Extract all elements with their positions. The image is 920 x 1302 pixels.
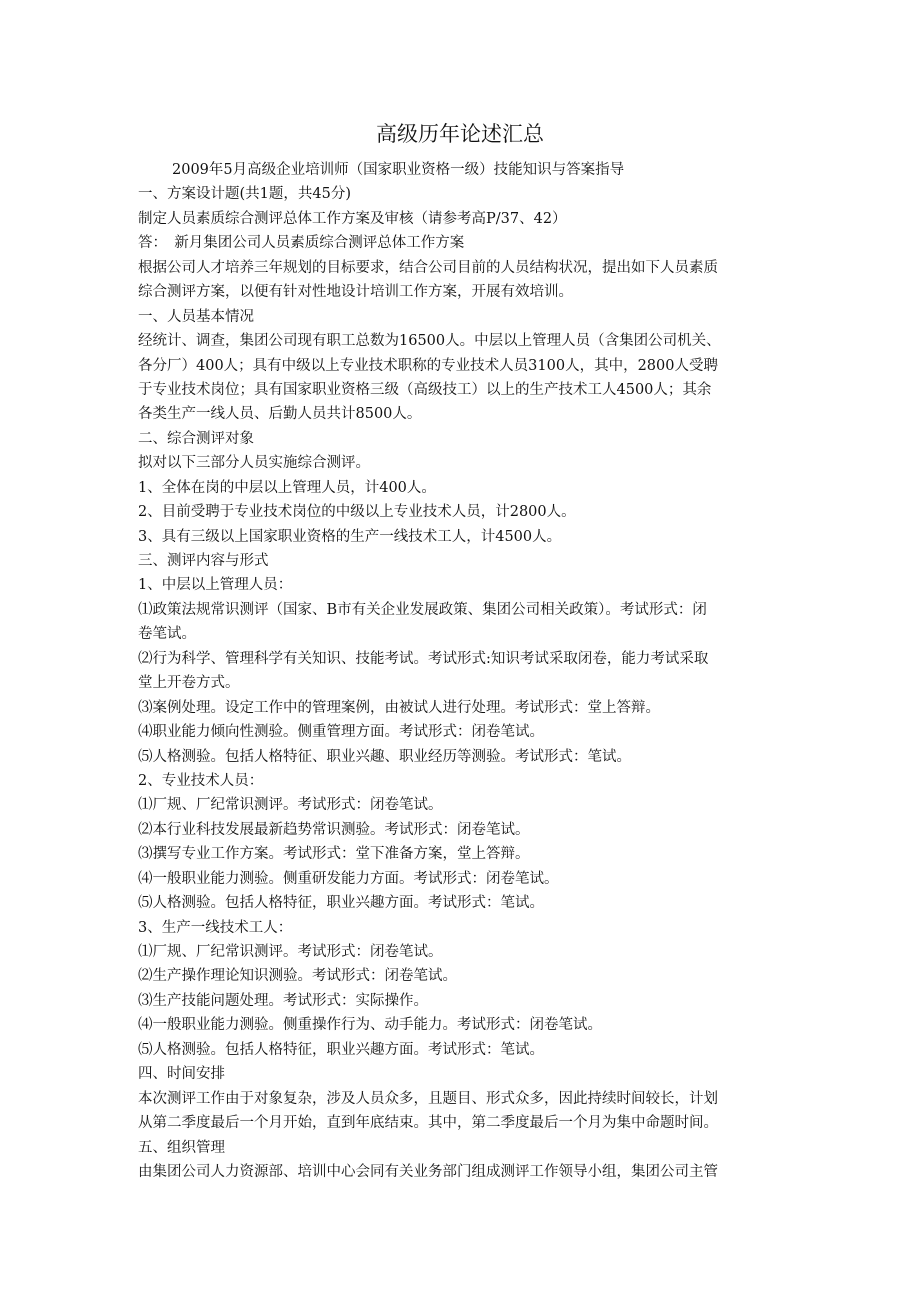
text-line: 一、方案设计题(共1题，共45分)	[138, 186, 351, 203]
document-title: 高级历年论述汇总	[376, 122, 544, 146]
text-line: 3、具有三级以上国家职业资格的生产一线技术工人，计4500人。	[138, 528, 562, 545]
text-line: ⑸人格测验。包括人格特征，职业兴趣方面。考试形式：笔试。	[138, 1041, 544, 1058]
text-line: 各分厂）400人；具有中级以上专业技术职称的专业技术人员3100人，其中，2800人受聘	[138, 357, 718, 374]
text-line: 1、全体在岗的中层以上管理人员，计400人。	[138, 479, 436, 496]
text-line: ⑸人格测验。包括人格特征、职业兴趣、职业经历等测验。考试形式：笔试。	[138, 748, 631, 765]
text-line: ⑶撰写专业工作方案。考试形式：堂下准备方案，堂上答辩。	[138, 846, 530, 863]
document-body	[138, 158, 788, 1184]
text-line: 本次测评工作由于对象复杂，涉及人员众多，且题目、形式众多，因此持续时间较长，计划	[138, 1090, 718, 1107]
text-line: 于专业技术岗位；具有国家职业资格三级（高级技工）以上的生产技术工人4500人；其余	[138, 381, 712, 398]
text-line: 卷笔试。	[138, 626, 196, 643]
text-line: ⑷一般职业能力测验。侧重研发能力方面。考试形式：闭卷笔试。	[138, 870, 559, 887]
text-line: ⑴政策法规常识测评（国家、B市有关企业发展政策、集团公司相关政策）。考试形式：闭	[138, 601, 707, 618]
text-line: 根据公司人才培养三年规划的目标要求，结合公司目前的人员结构状况，提出如下人员素质	[138, 259, 718, 276]
text-line: ⑶生产技能问题处理。考试形式：实际操作。	[138, 992, 428, 1009]
text-line: ⑸人格测验。包括人格特征，职业兴趣方面。考试形式：笔试。	[138, 895, 544, 912]
text-line: 答： 新月集团公司人员素质综合测评总体工作方案	[138, 235, 465, 252]
text-line: 三、测评内容与形式	[138, 553, 269, 569]
text-line: 制定人员素质综合测评总体工作方案及审核（请参考高P/37、42）	[138, 210, 567, 227]
text-line: ⑷职业能力倾向性测验。侧重管理方面。考试形式：闭卷笔试。	[138, 724, 544, 741]
text-line: 堂上开卷方式。	[138, 675, 240, 692]
text-line: 经统计、调查，集团公司现有职工总数为16500人。中层以上管理人员（含集团公司机关、	[138, 333, 721, 350]
text-line: 四、时间安排	[138, 1066, 225, 1083]
text-line: 各类生产一线人员、后勤人员共计8500人。	[138, 406, 422, 423]
text-line: 1、中层以上管理人员：	[138, 577, 293, 594]
document-subtitle: 2009年5月高级企业培训师（国家职业资格一级）技能知识与答案指导	[172, 162, 625, 178]
text-line: 2、专业技术人员：	[138, 772, 264, 789]
text-line: 一、人员基本情况	[138, 308, 254, 325]
text-line: 五、组织管理	[138, 1139, 225, 1156]
text-line: 二、综合测评对象	[138, 430, 254, 447]
text-line: ⑷一般职业能力测验。侧重操作行为、动手能力。考试形式：闭卷笔试。	[138, 1017, 602, 1034]
text-line: 拟对以下三部分人员实施综合测评。	[138, 455, 370, 472]
text-line: 由集团公司人力资源部、培训中心会同有关业务部门组成测评工作领导小组，集团公司主管	[138, 1163, 718, 1180]
text-line: 3、生产一线技术工人：	[138, 919, 293, 936]
text-line: ⑵本行业科技发展最新趋势常识测验。考试形式：闭卷笔试。	[138, 821, 530, 838]
text-line: 2、目前受聘于专业技术岗位的中级以上专业技术人员，计2800人。	[138, 504, 576, 521]
text-line: ⑴厂规、厂纪常识测评。考试形式：闭卷笔试。	[138, 944, 443, 960]
text-line: ⑴厂规、厂纪常识测评。考试形式：闭卷笔试。	[138, 797, 443, 814]
text-line: ⑵生产操作理论知识测验。考试形式：闭卷笔试。	[138, 968, 457, 985]
text-line: ⑵行为科学、管理科学有关知识、技能考试。考试形式:知识考试采取闭卷，能力考试采取	[138, 650, 709, 667]
text-line: ⑶案例处理。设定工作中的管理案例，由被试人进行处理。考试形式：堂上答辩。	[138, 699, 660, 716]
text-line: 从第二季度最后一个月开始，直到年底结束。其中，第二季度最后一个月为集中命题时间。	[138, 1115, 718, 1132]
text-line: 综合测评方案，以便有针对性地设计培训工作方案，开展有效培训。	[138, 284, 573, 301]
